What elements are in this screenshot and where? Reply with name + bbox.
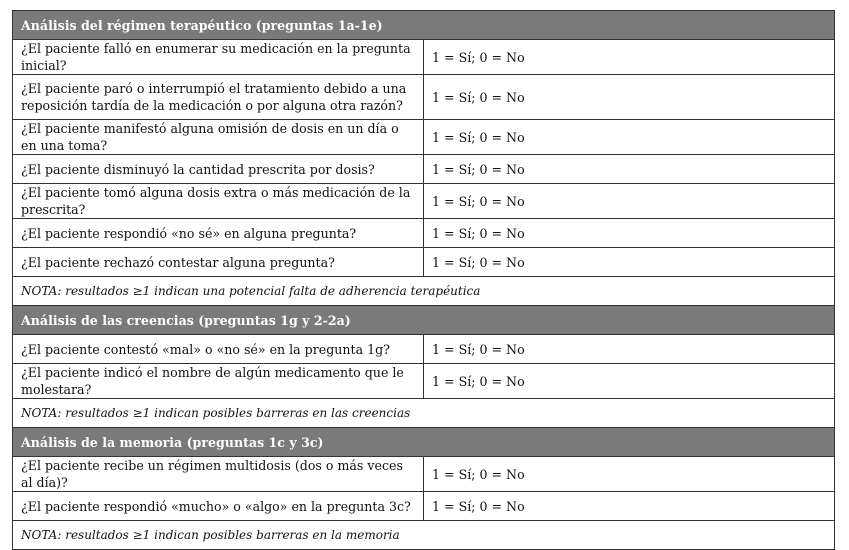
score-cell: 1 = Sí; 0 = No — [424, 457, 835, 492]
section-header-beliefs — [13, 306, 835, 335]
score-cell: 1 = Sí; 0 = No — [424, 248, 835, 277]
score-cell: 1 = Sí; 0 = No — [424, 75, 835, 120]
table-row — [13, 120, 835, 155]
section-header-regimen — [13, 11, 835, 40]
question-cell: ¿El paciente manifestó alguna omisión de dosis en un día o en una toma? — [13, 120, 424, 155]
adherence-assessment-table — [12, 10, 835, 550]
section-note — [13, 277, 835, 306]
score-cell: 1 = Sí; 0 = No — [424, 219, 835, 248]
question-cell: ¿El paciente recibe un régimen multidosis (dos o más veces al día)? — [13, 457, 424, 492]
section-title: Análisis del régimen terapéutico (preguntas 1a-1e) — [13, 11, 835, 40]
assessment-grid — [12, 10, 835, 550]
table-row — [13, 492, 835, 521]
question-cell: ¿El paciente respondió «mucho» o «algo» en la pregunta 3c? — [13, 492, 424, 521]
score-cell: 1 = Sí; 0 = No — [424, 155, 835, 184]
table-row — [13, 248, 835, 277]
question-cell: ¿El paciente contestó «mal» o «no sé» en la pregunta 1g? — [13, 335, 424, 364]
score-cell: 1 = Sí; 0 = No — [424, 120, 835, 155]
score-cell: 1 = Sí; 0 = No — [424, 364, 835, 399]
section-header-memory — [13, 428, 835, 457]
score-cell: 1 = Sí; 0 = No — [424, 335, 835, 364]
question-cell: ¿El paciente falló en enumerar su medicación en la pregunta inicial? — [13, 40, 424, 75]
question-cell: ¿El paciente disminuyó la cantidad prescrita por dosis? — [13, 155, 424, 184]
question-cell: ¿El paciente rechazó contestar alguna pregunta? — [13, 248, 424, 277]
section-note — [13, 399, 835, 428]
table-row — [13, 155, 835, 184]
section-title: Análisis de la memoria (preguntas 1c y 3c) — [13, 428, 835, 457]
question-cell: ¿El paciente paró o interrumpió el tratamiento debido a una reposición tardía de la medicación o por alguna otra razón? — [13, 75, 424, 120]
table-row — [13, 75, 835, 120]
question-cell: ¿El paciente indicó el nombre de algún medicamento que le molestara? — [13, 364, 424, 399]
question-cell: ¿El paciente respondió «no sé» en alguna pregunta? — [13, 219, 424, 248]
score-cell: 1 = Sí; 0 = No — [424, 184, 835, 219]
table-row — [13, 364, 835, 399]
section-note — [13, 521, 835, 550]
note-text: NOTA: resultados ≥1 indican una potencial falta de adherencia terapéutica — [13, 277, 835, 306]
table-row — [13, 335, 835, 364]
question-cell: ¿El paciente tomó alguna dosis extra o más medicación de la prescrita? — [13, 184, 424, 219]
table-row — [13, 457, 835, 492]
score-cell: 1 = Sí; 0 = No — [424, 492, 835, 521]
table-row — [13, 219, 835, 248]
score-cell: 1 = Sí; 0 = No — [424, 40, 835, 75]
table-row — [13, 184, 835, 219]
section-title: Análisis de las creencias (preguntas 1g y 2-2a) — [13, 306, 835, 335]
note-text: NOTA: resultados ≥1 indican posibles barreras en las creencias — [13, 399, 835, 428]
table-row — [13, 40, 835, 75]
note-text: NOTA: resultados ≥1 indican posibles barreras en la memoria — [13, 521, 835, 550]
